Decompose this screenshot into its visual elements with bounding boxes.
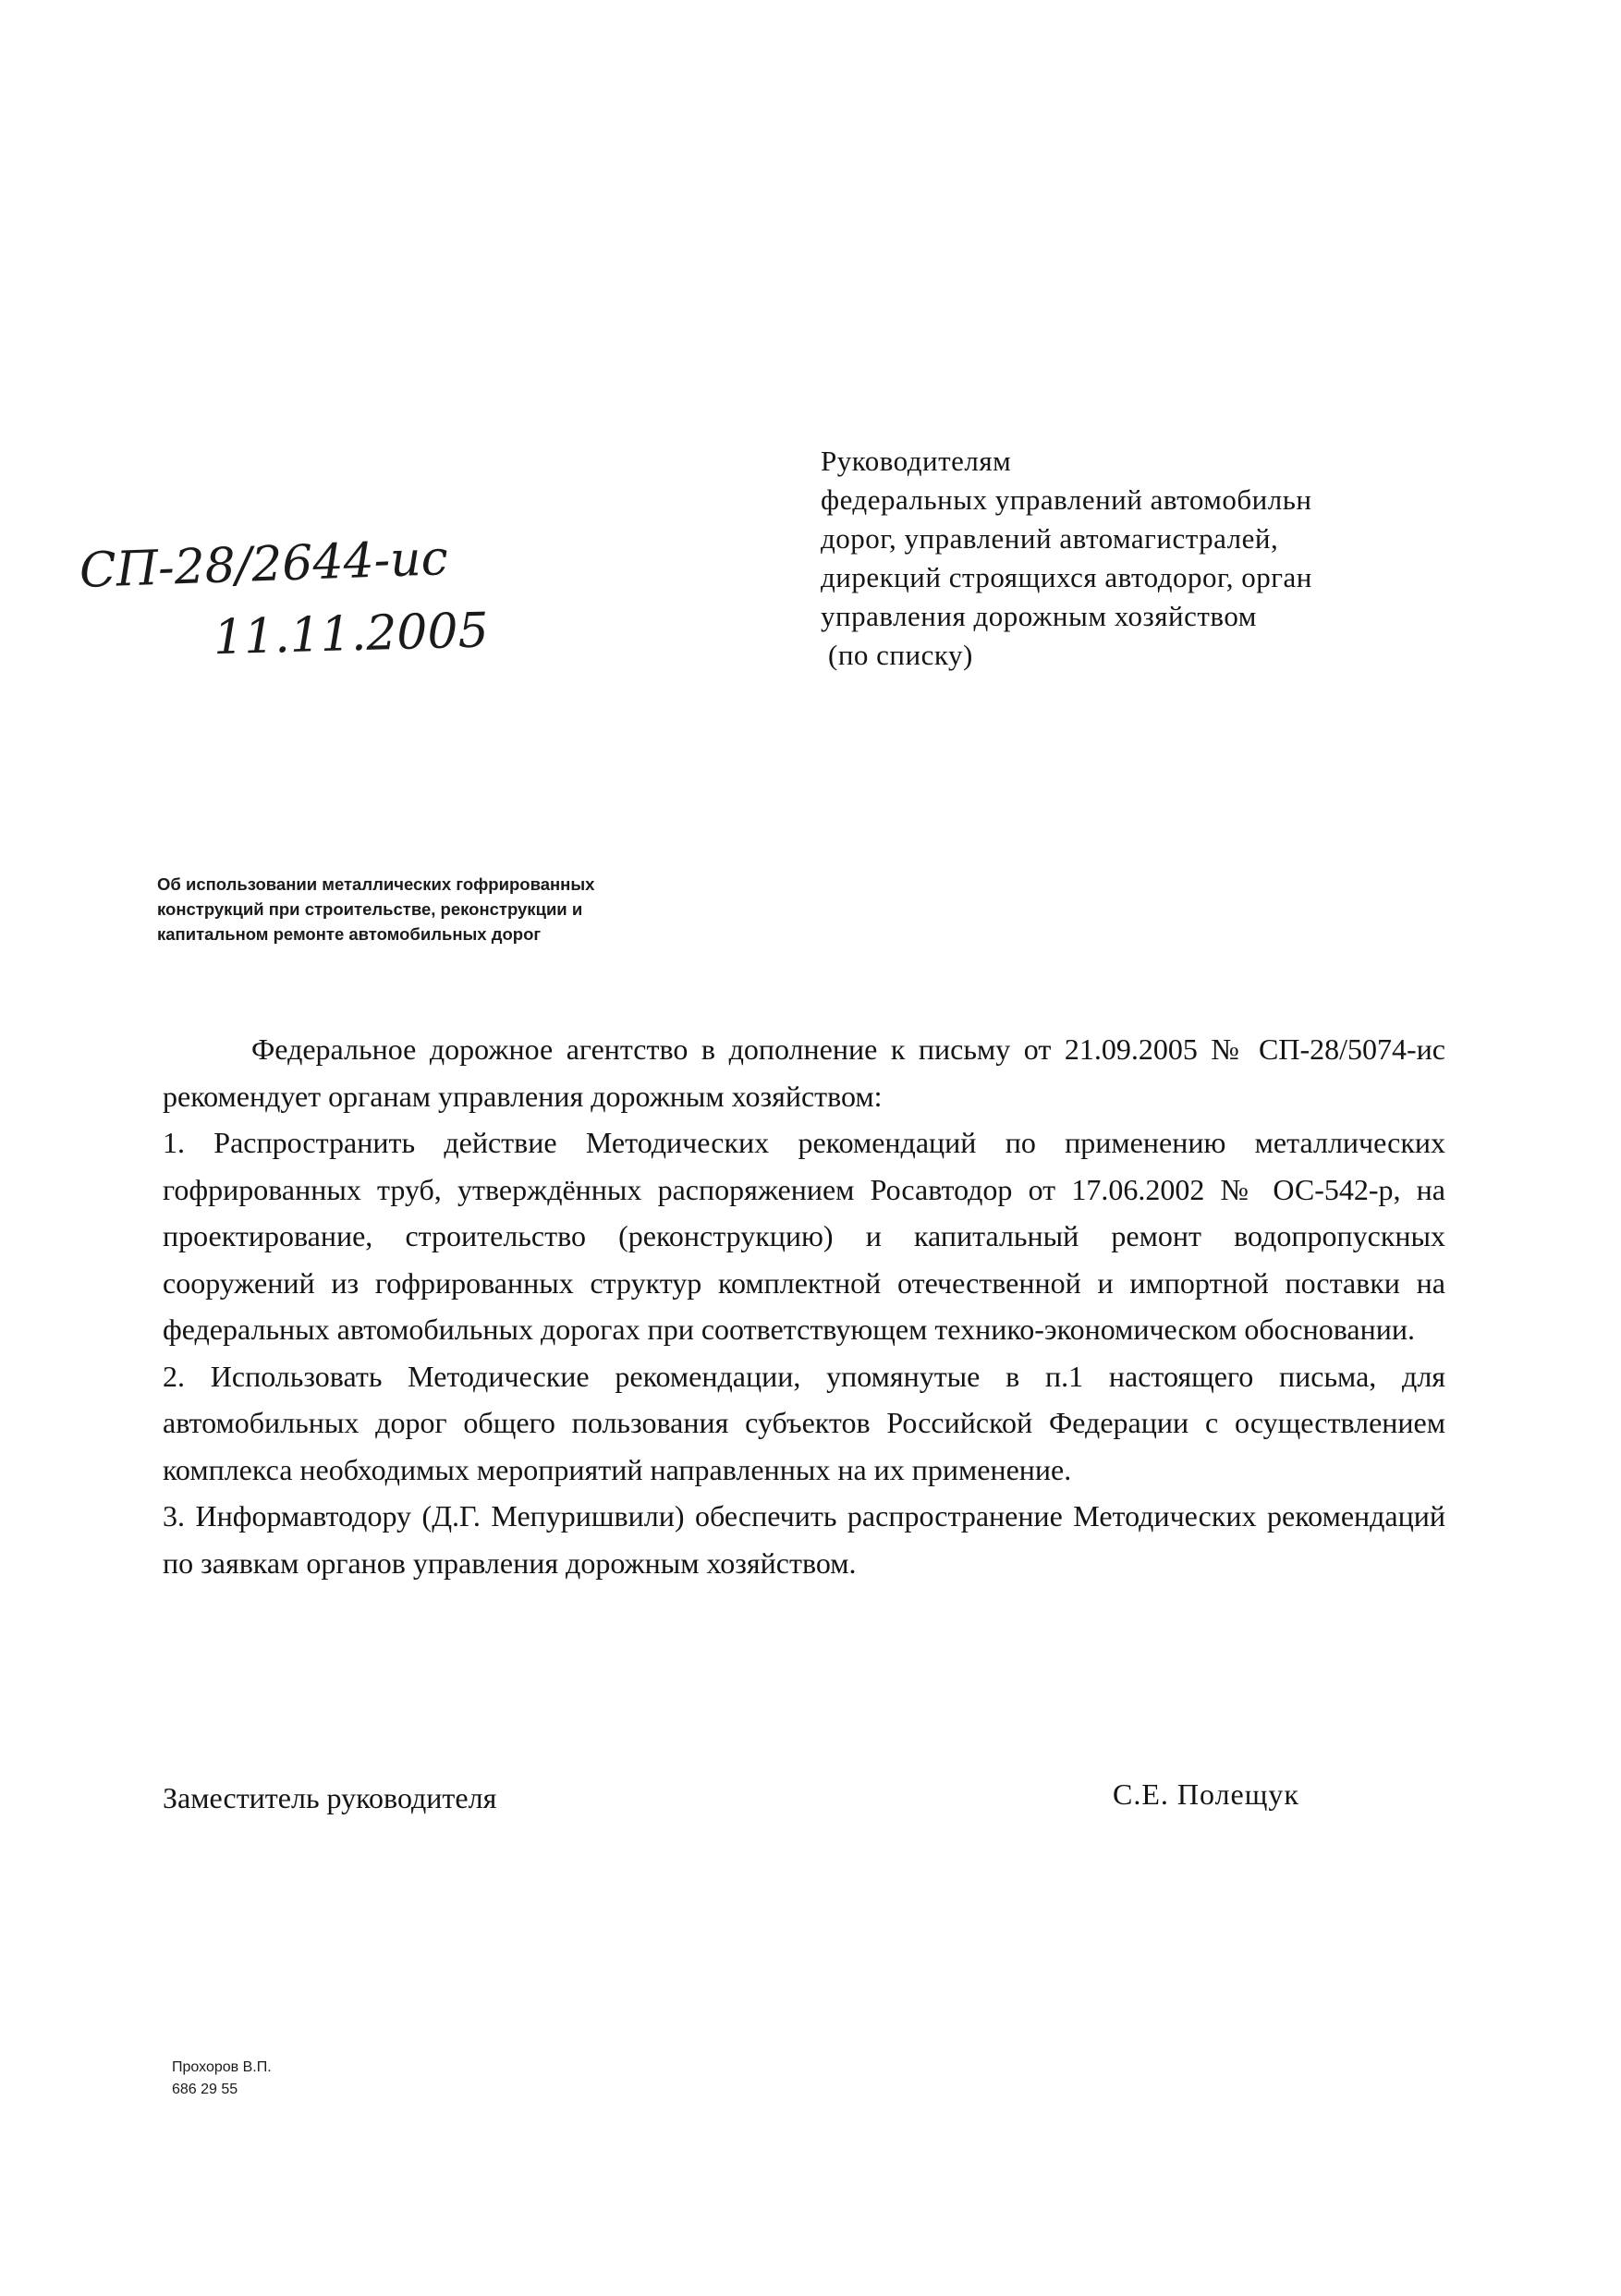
registration-date: 11.11.2005	[213, 603, 490, 666]
registration-handwritten	[78, 531, 490, 677]
executor-block	[172, 2057, 272, 2101]
registration-number: СП-28/2644-ис	[78, 531, 449, 599]
addressee-line: дорог, управлений автомагистралей,	[821, 522, 1279, 555]
addressee-line: управления дорожным хозяйством	[821, 600, 1257, 632]
executor-name: Прохоров В.П.	[172, 2059, 272, 2075]
body-item-1: 1. Распространить действие Методических рекомендаций по применению металлических гофрированных труб, утверждённых распоряжением Росавтодор от 17.06.2002 № ОС-542-р, на проектирование, строительство (реконструкцию) и капитальный ремонт водопропускных сооружений из гофрированных структур комплектной отечественной и импортной поставки на федеральных автомобильных дорогах при соответствующем технико-экономическом обосновании.	[163, 1126, 1445, 1346]
addressee-line: Руководителям	[821, 445, 1012, 477]
subject-line: Об использовании металлических гофрированных	[157, 874, 595, 894]
subject-line: капитальном ремонте автомобильных дорог	[157, 924, 542, 944]
signatory-name: С.Е. Полещук	[1113, 1777, 1299, 1811]
letter-body	[163, 1026, 1445, 1586]
executor-phone: 686 29 55	[172, 2082, 238, 2097]
addressee-line: (по списку)	[828, 639, 973, 671]
subject-block	[157, 872, 767, 946]
addressee-line: дирекций строящихся автодорог, орган	[821, 561, 1312, 593]
body-item-3: 3. Информавтодору (Д.Г. Мепуришвили) обеспечить распространение Методических рекомендаций по заявкам органов управления дорожным хозяйством.	[163, 1499, 1445, 1580]
signatory-position: Заместитель руководителя	[163, 1781, 497, 1814]
addressee-line: федеральных управлений автомобильн	[821, 483, 1312, 516]
subject-line: конструкций при строительстве, реконструкции и	[157, 899, 583, 919]
addressee-block	[821, 442, 1449, 675]
body-intro: Федеральное дорожное агентство в дополнение к письму от 21.09.2005 № СП-28/5074-ис рекомендует органам управления дорожным хозяйством:	[163, 1032, 1445, 1113]
body-item-2: 2. Использовать Методические рекомендации, упомянутые в п.1 настоящего письма, для автомобильных дорог общего пользования субъектов Российской Федерации с осуществлением комплекса необходимых мероприятий направленных на их применение.	[163, 1359, 1445, 1486]
